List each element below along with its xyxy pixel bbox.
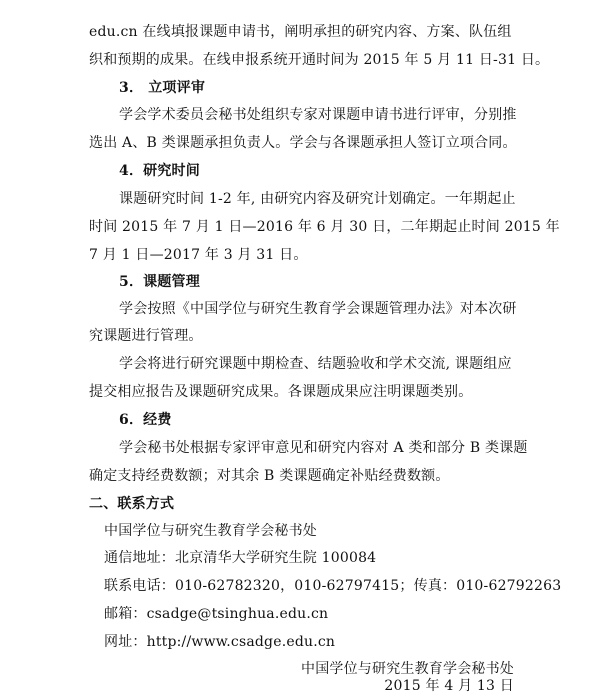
contact-phone: 联系电话：010-62782320，010-62797415；传真：010-62792263 <box>104 578 562 594</box>
body-text-line: 究课题进行管理。 <box>89 328 203 344</box>
body-text-line: 确定支持经费数额；对其余 B 类课题确定补贴经费数额。 <box>89 468 450 484</box>
body-text-line: edu.cn 在线填报课题申请书，阐明承担的研究内容、方案、队伍组 <box>89 24 512 40</box>
body-text-line: 提交相应报告及课题研究成果。各课题成果应注明课题类别。 <box>89 384 473 400</box>
body-text-line: 学会学术委员会秘书处组织专家对课题申请书进行评审，分别推 <box>119 107 517 123</box>
contact-website: 网址：http://www.csadge.edu.cn <box>104 634 336 650</box>
section-heading: 二、联系方式 <box>89 496 175 512</box>
body-text-line: 学会将进行研究课题中期检查、结题验收和学术交流, 课题组应 <box>119 356 512 372</box>
body-text-line: 学会按照《中国学位与研究生教育学会课题管理办法》对本次研 <box>119 301 517 317</box>
contact-email: 邮箱：csadge@tsinghua.edu.cn <box>104 606 329 622</box>
body-text-line: 时间 2015 年 7 月 1 日—2016 年 6 月 30 日，二年期起止时间 2015 年 <box>89 219 560 235</box>
contact-org: 中国学位与研究生教育学会秘书处 <box>104 523 317 539</box>
body-text-line: 学会秘书处根据专家评审意见和研究内容对 A 类和部分 B 类课题 <box>119 440 528 456</box>
body-text-line: 选出 A、B 类课题承担负责人。学会与各课题承担人签订立项合同。 <box>89 135 517 151</box>
section-heading: 6．经费 <box>119 412 172 428</box>
section-heading: 3． 立项评审 <box>119 80 206 96</box>
signature-date: 2015 年 4 月 13 日 <box>384 678 514 694</box>
section-heading: 4．研究时间 <box>119 163 200 179</box>
contact-address: 通信地址：北京清华大学研究生院 100084 <box>104 550 377 566</box>
body-text-line: 织和预期的成果。在线申报系统开通时间为 2015 年 5 月 11 日-31 日。 <box>89 52 550 68</box>
body-text-line: 课题研究时间 1-2 年, 由研究内容及研究计划确定。一年期起止 <box>119 191 516 207</box>
signature-org: 中国学位与研究生教育学会秘书处 <box>301 661 514 677</box>
body-text-line: 7 月 1 日—2017 年 3 月 31 日。 <box>89 247 308 263</box>
section-heading: 5．课题管理 <box>119 274 200 290</box>
